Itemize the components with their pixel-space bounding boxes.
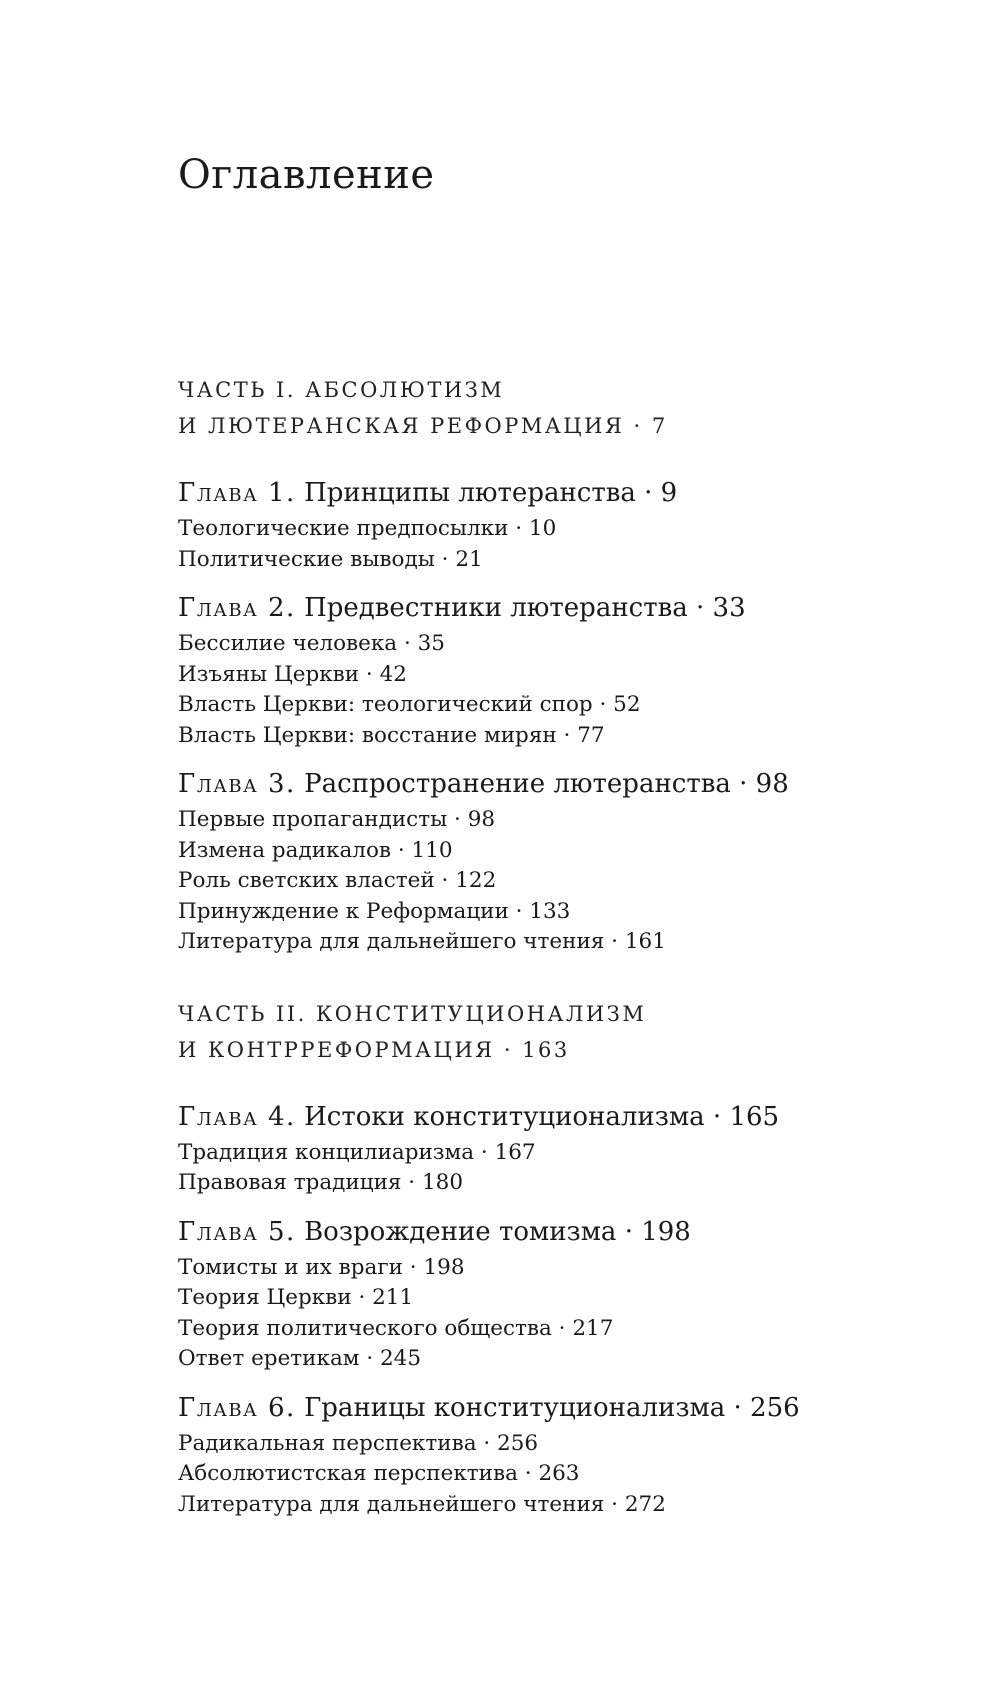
section-item: Теория политического общества · 217: [178, 1315, 614, 1341]
section-item: Роль светских властей · 122: [178, 868, 497, 893]
chapter-title: [178, 1217, 938, 1247]
part-heading: [178, 996, 938, 1068]
part-heading-line: ЧАСТЬ I. АБСОЛЮТИЗМ: [178, 378, 505, 402]
section-item: Политические выводы · 21: [178, 546, 483, 572]
chapter-prefix: Глава 6.: [178, 1392, 296, 1423]
chapter-prefix: Глава 3.: [178, 769, 296, 799]
section-item: Традиция концилиаризма · 167: [178, 1139, 536, 1165]
section-item: Принуждение к Реформации · 133: [178, 898, 571, 924]
chapter-prefix: Глава 5.: [178, 1216, 296, 1247]
chapter-title-text: Возрождение томизма · 198: [304, 1216, 691, 1247]
section-item: Изъяны Церкви · 42: [178, 661, 407, 687]
section-item: Первые пропагандисты · 98: [178, 807, 496, 832]
part-heading-line: И КОНТРРЕФОРМАЦИЯ · 163: [178, 1037, 570, 1062]
chapter-title-text: Распространение лютеранства · 98: [304, 769, 789, 799]
section-item: Томисты и их враги · 198: [178, 1254, 465, 1280]
chapter-title: [178, 1393, 938, 1423]
chapter-title: [178, 769, 938, 799]
chapter-title: [178, 593, 938, 623]
part-heading-line: ЧАСТЬ II. КОНСТИТУЦИОНАЛИЗМ: [178, 1001, 647, 1026]
part-heading-line: И ЛЮТЕРАНСКАЯ РЕФОРМАЦИЯ · 7: [178, 414, 668, 438]
page-title: Оглавление: [178, 152, 435, 198]
chapter-prefix: Глава 1.: [178, 478, 296, 508]
table-of-contents: [178, 372, 938, 1538]
chapter-title-text: Предвестники лютеранства · 33: [304, 593, 746, 623]
chapter: [178, 1393, 938, 1521]
section-item: Теологические предпосылки · 10: [178, 516, 557, 541]
chapter-title: [178, 478, 938, 508]
part-heading: [178, 372, 938, 444]
section-item: Литература для дальнейшего чтения · 161: [178, 929, 666, 954]
section-item: Радикальная перспектива · 256: [178, 1430, 539, 1456]
chapter: [178, 593, 938, 751]
chapter: [178, 1102, 938, 1199]
chapter-title-text: Принципы лютеранства · 9: [304, 478, 678, 508]
chapter: [178, 769, 938, 958]
section-item: Измена радикалов · 110: [178, 837, 453, 863]
section-item: Бессилие человека · 35: [178, 631, 445, 656]
chapter: [178, 1217, 938, 1375]
chapter-prefix: Глава 2.: [178, 593, 296, 623]
chapter-title-text: Границы конституционализма · 256: [304, 1392, 800, 1423]
section-item: Власть Церкви: теологический спор · 52: [178, 692, 641, 717]
section-item: Литература для дальнейшего чтения · 272: [178, 1491, 666, 1517]
chapter-title-text: Истоки конституционализма · 165: [304, 1101, 780, 1132]
chapter-prefix: Глава 4.: [178, 1101, 296, 1132]
chapter: [178, 478, 938, 575]
section-item: Абсолютистская перспектива · 263: [178, 1461, 580, 1486]
section-item: Правовая традиция · 180: [178, 1170, 464, 1195]
section-item: Ответ еретикам · 245: [178, 1346, 422, 1371]
section-item: Власть Церкви: восстание мирян · 77: [178, 722, 605, 748]
section-item: Теория Церкви · 211: [178, 1285, 414, 1310]
chapter-title: [178, 1102, 938, 1132]
